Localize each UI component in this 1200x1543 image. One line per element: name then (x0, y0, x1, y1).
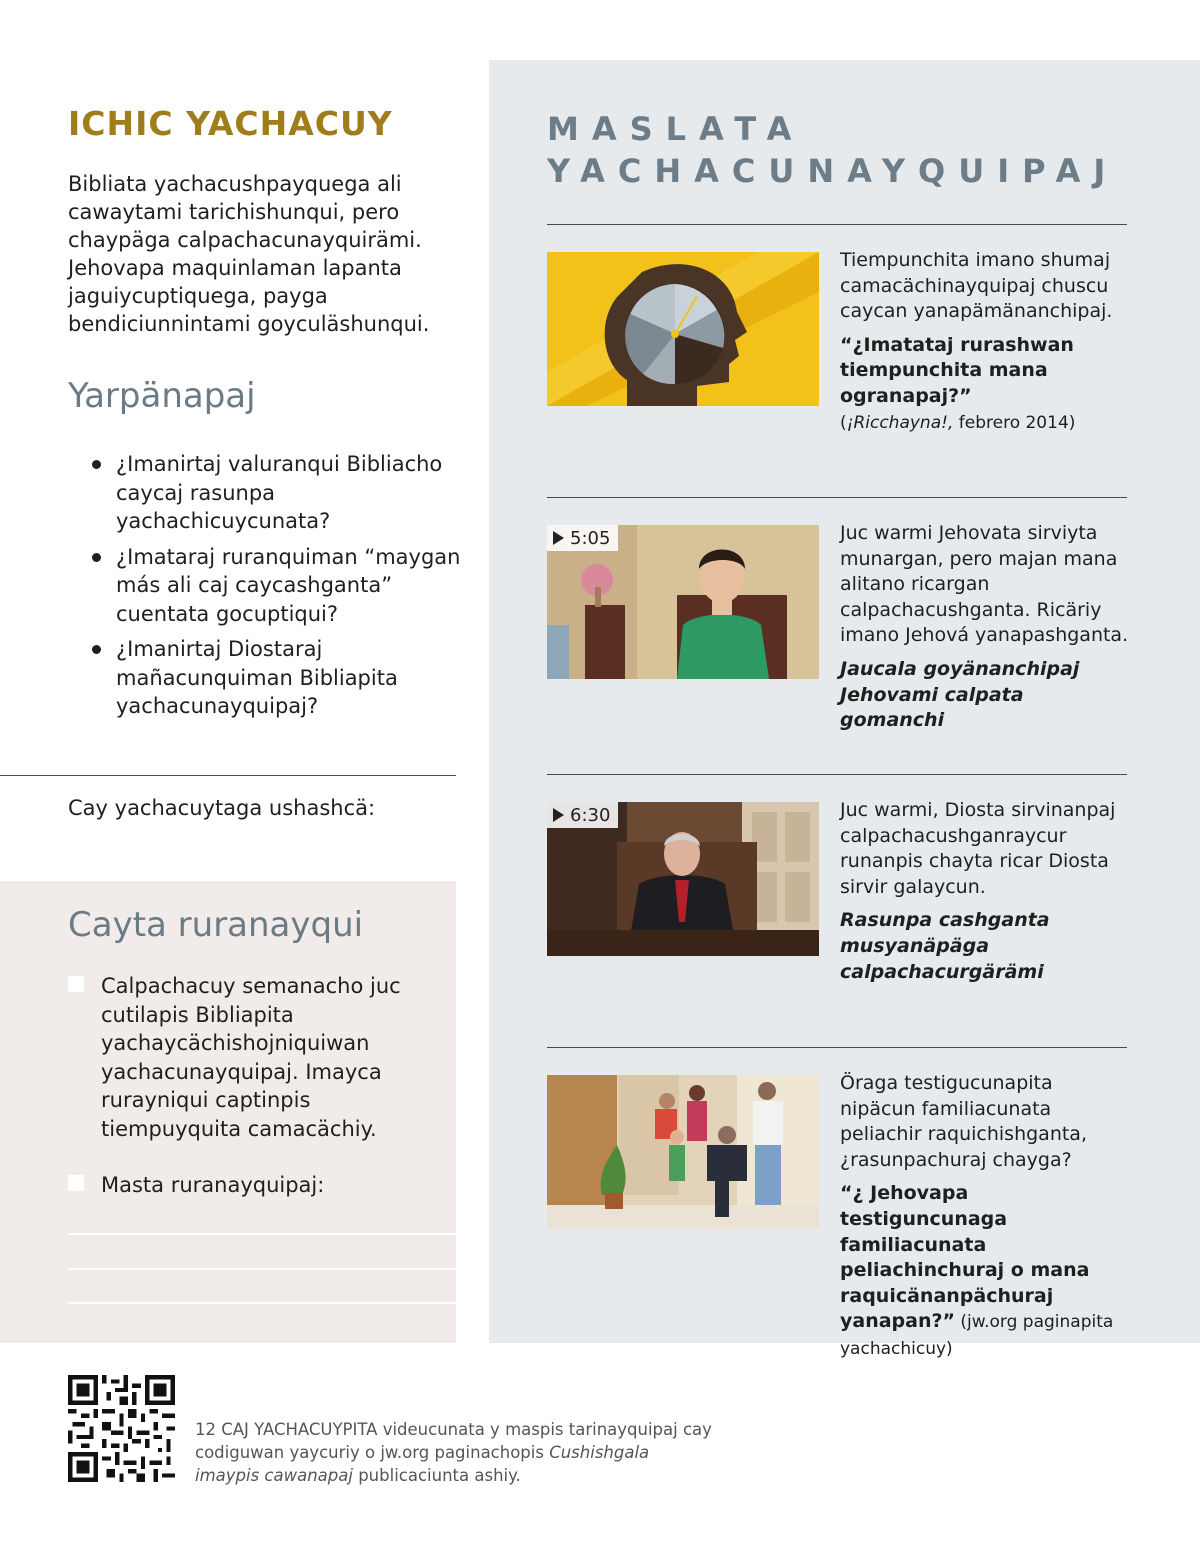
resource-title[interactable]: “¿Imatataj rurashwan tiempunchita mana ogranapaj?” (840, 333, 1074, 407)
completed-label: Cay yachacuytaga ushashcä: (68, 796, 376, 820)
action-item: Masta ruranayquipaj: (68, 1171, 428, 1200)
video-thumbnail[interactable] (547, 802, 819, 956)
divider (547, 1047, 1127, 1048)
resource-text (840, 521, 1130, 734)
review-question: ¿Imanirtaj Diostaraj mañacunquiman Bibliapita yachacunayquipaj? (92, 635, 462, 721)
bullet-icon (92, 460, 101, 469)
explore-title: MASLATA YACHACUNAYQUIPAJ (547, 110, 1119, 190)
resource-image[interactable] (547, 1075, 819, 1229)
action-title: Cayta ruranayqui (68, 905, 364, 945)
resource-title[interactable]: Rasunpa cashganta musyanäpäga calpachacurgärämi (840, 909, 1050, 983)
bullet-icon (92, 645, 101, 654)
video-duration-badge: 5:05 (547, 525, 618, 551)
review-questions (92, 450, 462, 728)
review-question: ¿Imataraj ruranquiman “maygan más ali caj caycashganta” cuentata gocuptiqui? (92, 543, 462, 629)
video-thumbnail[interactable] (547, 525, 819, 679)
resource-text (840, 1071, 1130, 1363)
write-line[interactable] (68, 1233, 456, 1235)
play-icon (553, 531, 564, 545)
qr-code-icon[interactable] (68, 1375, 175, 1482)
review-title: Yarpänapaj (68, 376, 256, 416)
write-line[interactable] (68, 1302, 456, 1304)
summary-body: Bibliata yachacushpayquega ali cawaytami tarichishunqui, pero chaypäga calpachacunayquirämi. Jehovapa maquinlaman lapanta jaguiycuptiquega, payga bendiciunnintami goyculäshunqui. (68, 172, 430, 336)
resource-description: Öraga testigucunapita nipäcun familiacunata peliachir raquichishganta, ¿rasunpachuraj chayga? (840, 1072, 1087, 1171)
divider (547, 774, 1127, 775)
play-icon (553, 808, 564, 822)
checkbox[interactable] (68, 976, 84, 992)
clock-head-illustration (547, 252, 819, 406)
resource-source: (¡Ricchayna!, febrero 2014) (840, 412, 1076, 433)
summary-title: ICHIC YACHACUY (68, 104, 393, 143)
footer-text: 12 CAJ YACHACUYPITA videucunata y maspis tarinayquipaj cay codiguwan yaycuriy o jw.org paginachopis Cushishgala imaypis cawanapaj publicaciunta ashiy. (195, 1420, 712, 1485)
bullet-icon (92, 553, 101, 562)
resource-description: Tiempunchita imano shumaj camacächinayquipaj chuscu caycan yanapämänanchipaj. (840, 249, 1113, 323)
resource-title[interactable]: Jaucala goyänanchipaj Jehovami calpata gomanchi (840, 657, 1080, 732)
review-question: ¿Imanirtaj valuranqui Bibliacho caycaj rasunpa yachachicuycunata? (92, 450, 462, 536)
divider (0, 775, 456, 776)
resource-title[interactable]: “¿ Jehovapa testiguncunaga familiacunata peliachinchuraj o mana raquicänanpächuraj yanapan?” (840, 1182, 1090, 1333)
divider (547, 224, 1127, 225)
write-line[interactable] (68, 1268, 456, 1270)
resource-source: (jw.org paginapita yachachicuy) (840, 1312, 1114, 1359)
action-item: Calpachacuy semanacho juc cutilapis Bibliapita yachaycächishojniquiwan yachacunayquipaj. Imayca rurayniqui captinpis tiempuyquita camacächiy. (68, 972, 428, 1143)
qr-code-icon (68, 1375, 175, 1482)
family-greeting-photo (547, 1075, 819, 1229)
checkbox[interactable] (68, 1175, 84, 1191)
resource-description: Juc warmi Jehovata sirviyta munargan, pero majan mana alitano ricargan calpachacushganta. Ricäriy imano Jehová yanapashganta. (840, 522, 1129, 647)
resource-text (840, 248, 1130, 436)
resource-description: Juc warmi, Diosta sirvinanpaj calpachacushganraycur runanpis chayta ricar Diosta sirvir galaycun. (840, 799, 1116, 898)
video-duration-badge: 6:30 (547, 802, 618, 828)
resource-text (840, 798, 1130, 985)
resource-image[interactable] (547, 252, 819, 406)
divider (547, 497, 1127, 498)
